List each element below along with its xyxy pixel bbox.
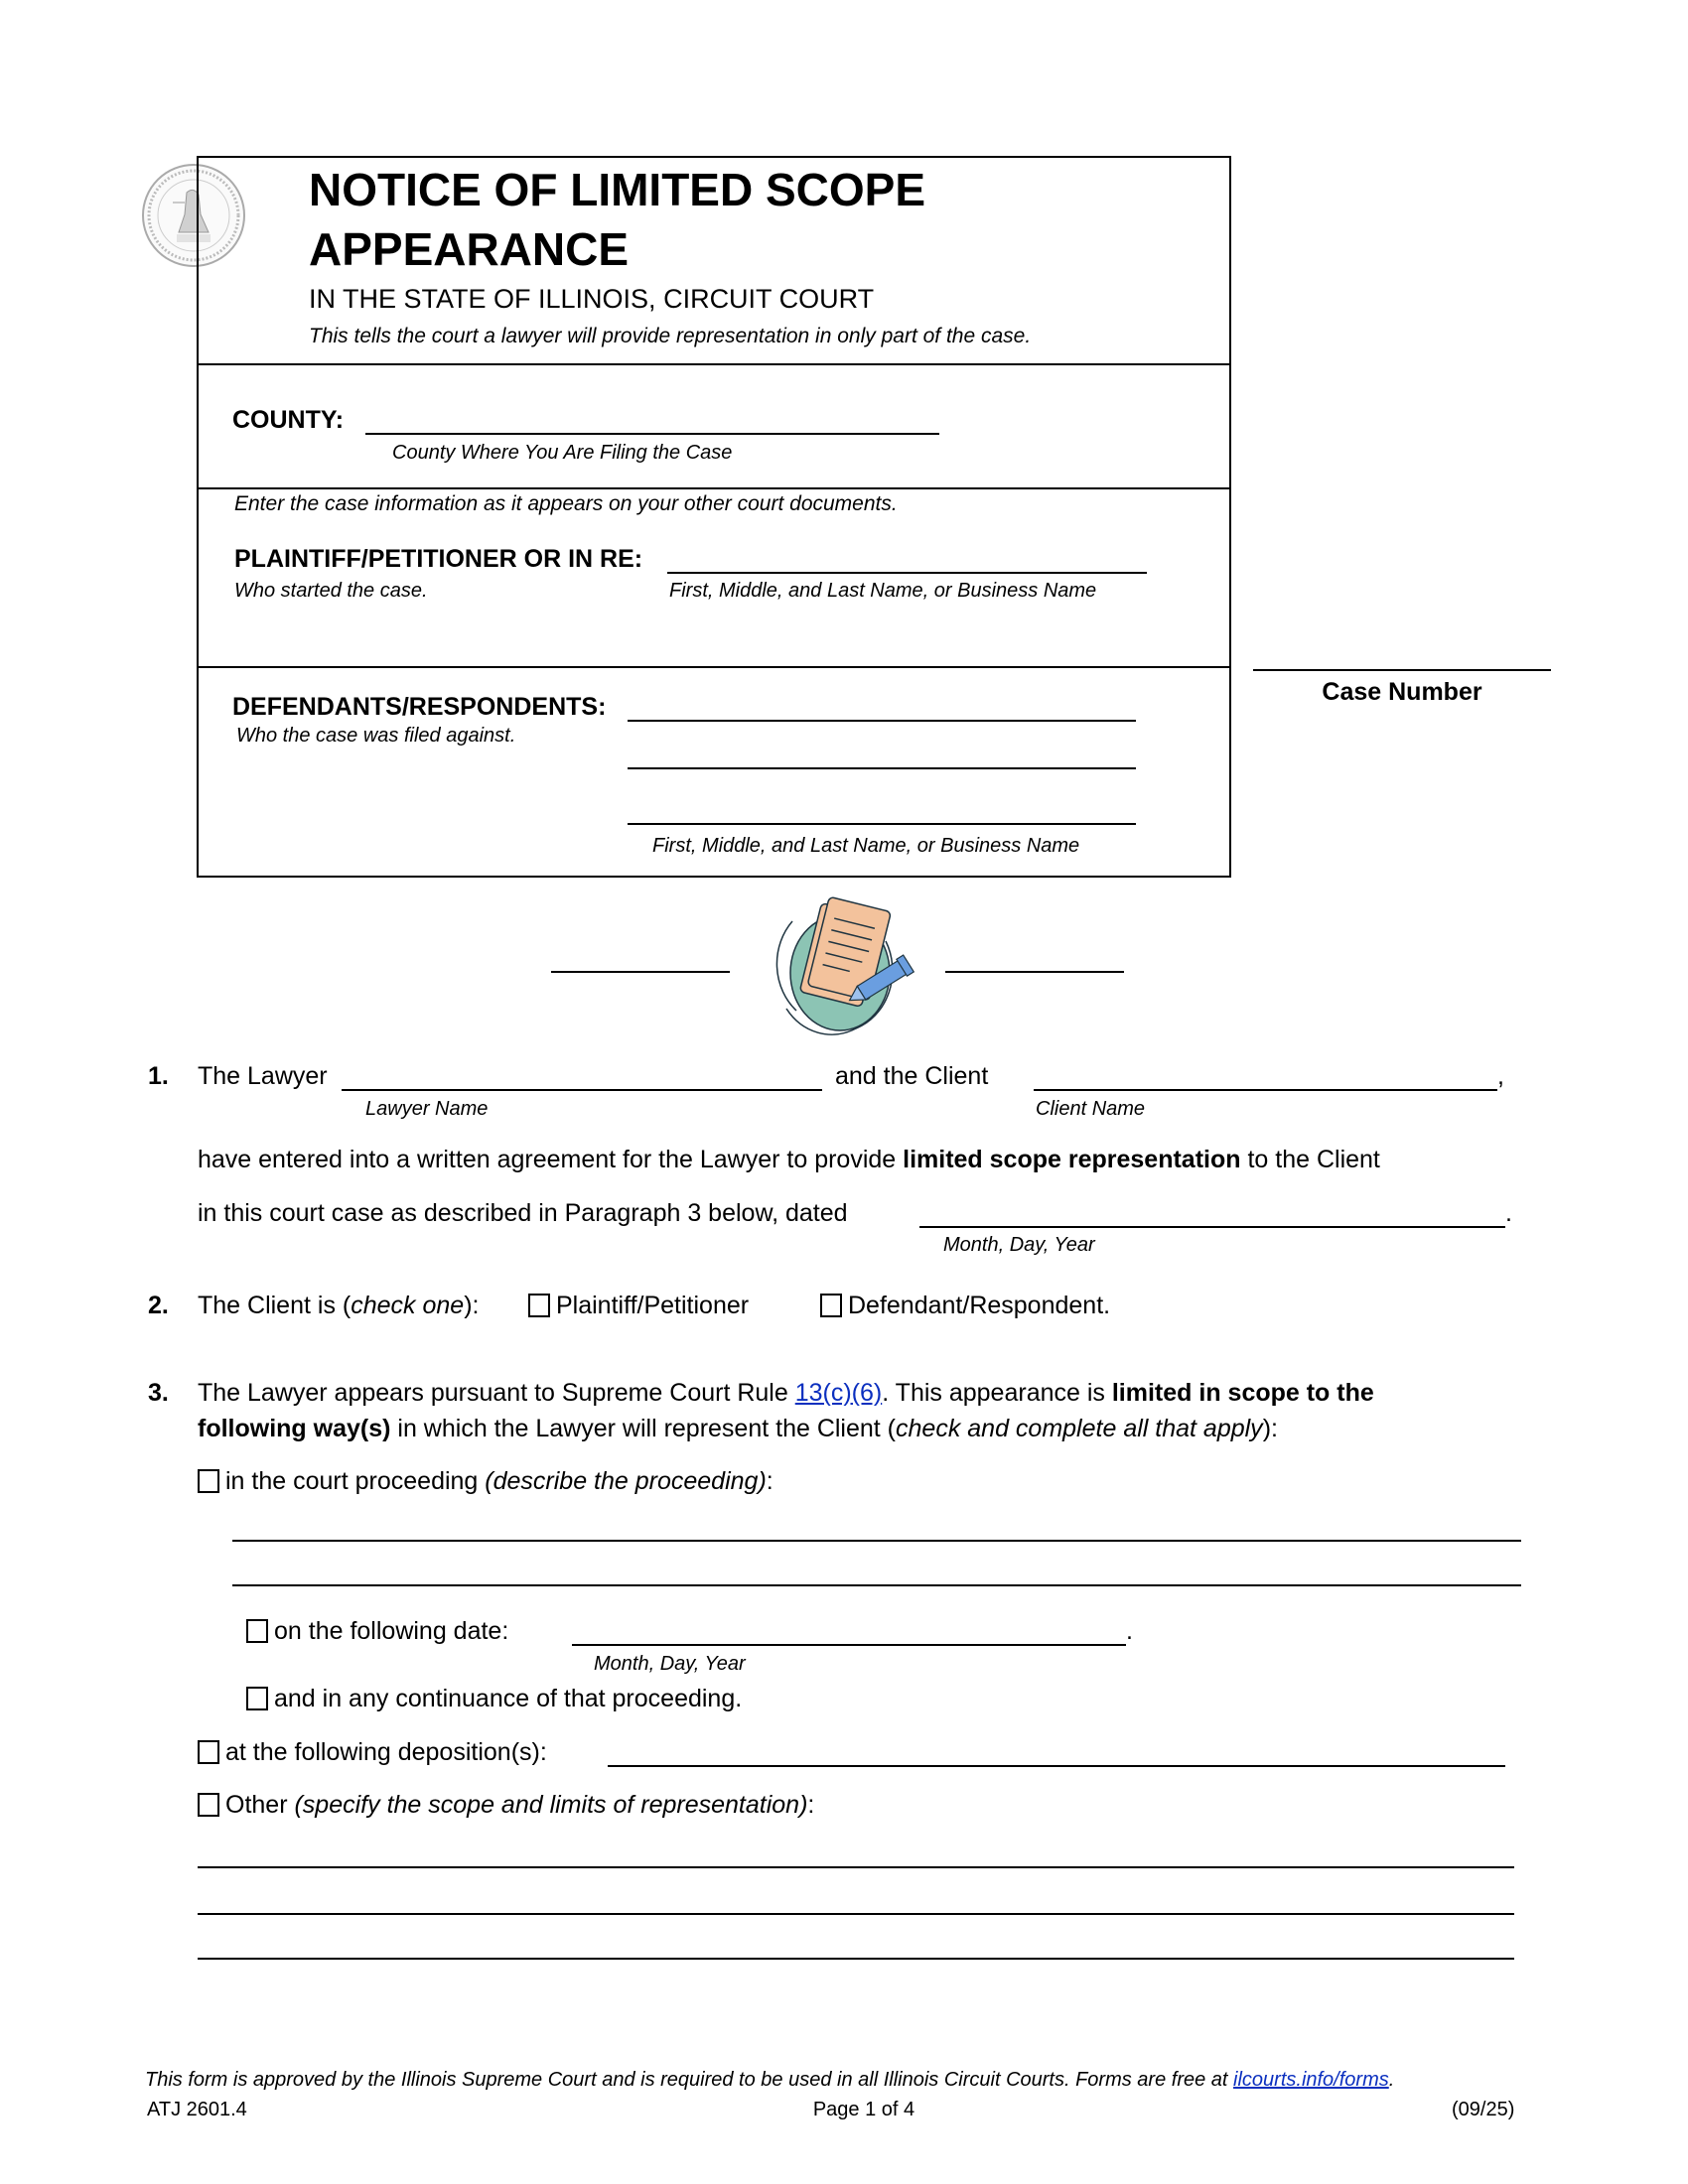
deposition-option[interactable] — [198, 1737, 547, 1767]
item-3-text-c: in which the Lawyer will represent the Client ( — [390, 1415, 897, 1442]
item-3-text-a: The Lawyer appears pursuant to Supreme Court Rule — [198, 1379, 795, 1407]
item-2-text-end: ): — [464, 1292, 480, 1319]
other-input-3[interactable] — [198, 1938, 1514, 1960]
forms-link[interactable]: ilcourts.info/forms — [1233, 2069, 1389, 2091]
item-3-bold-b: following way(s) — [198, 1415, 391, 1442]
case-number-input[interactable] — [1253, 649, 1551, 671]
plaintiff-sublabel: Who started the case. — [234, 580, 428, 602]
continuance-checkbox[interactable] — [246, 1687, 268, 1710]
on-date-option[interactable] — [246, 1616, 508, 1646]
plaintiff-input[interactable] — [667, 552, 1147, 574]
client-name-input[interactable] — [1034, 1069, 1497, 1091]
item-1-line2-a: have entered into a written agreement for the Lawyer to provide — [198, 1146, 904, 1173]
county-caption: County Where You Are Filing the Case — [392, 442, 733, 464]
court-proceeding-input-2[interactable] — [232, 1565, 1521, 1586]
item-3-bold-a: limited in scope to the — [1111, 1379, 1374, 1407]
form-title-line2: APPEARANCE — [309, 223, 630, 275]
court-proceeding-end: : — [766, 1467, 774, 1495]
on-date-label: on the following date: — [274, 1617, 509, 1645]
item-1-line2-bold: limited scope representation — [903, 1146, 1241, 1173]
other-checkbox[interactable] — [198, 1793, 219, 1817]
on-date-checkbox[interactable] — [246, 1619, 268, 1643]
court-proceeding-input-1[interactable] — [232, 1520, 1521, 1542]
item-1-line3: in this court case as described in Paragraph 3 below, dated — [198, 1199, 848, 1227]
form-subtitle: IN THE STATE OF ILLINOIS, CIRCUIT COURT — [309, 284, 875, 314]
item-3-number: 3. — [148, 1379, 169, 1407]
proceeding-date-caption: Month, Day, Year — [594, 1653, 746, 1675]
lawyer-name-input[interactable] — [342, 1069, 822, 1091]
agreement-date-caption: Month, Day, Year — [943, 1234, 1095, 1256]
other-end: : — [807, 1791, 815, 1819]
deposition-checkbox[interactable] — [198, 1740, 219, 1764]
defendant-input-2[interactable] — [628, 748, 1136, 769]
client-role-plaintiff[interactable] — [528, 1291, 749, 1320]
item-2-text-a: The Client is ( — [198, 1292, 352, 1319]
court-proceeding-checkbox[interactable] — [198, 1469, 219, 1493]
item-2-number: 2. — [148, 1292, 169, 1319]
plaintiff-option-label: Plaintiff/Petitioner — [556, 1292, 750, 1319]
case-number-label: Case Number — [1322, 678, 1482, 706]
lawyer-name-caption: Lawyer Name — [365, 1098, 489, 1120]
divider-line-right — [945, 971, 1124, 973]
court-proceeding-label: in the court proceeding — [225, 1467, 486, 1495]
other-option[interactable] — [198, 1790, 814, 1820]
deposition-label: at the following deposition(s): — [225, 1738, 547, 1766]
proceeding-date-input[interactable] — [572, 1624, 1126, 1646]
page-number: Page 1 of 4 — [812, 2099, 915, 2120]
other-input-2[interactable] — [198, 1893, 1514, 1915]
document-with-pencil-icon — [757, 891, 925, 1040]
form-id: ATJ 2601.4 — [147, 2099, 247, 2120]
rule-13c6-link[interactable]: 13(c)(6) — [794, 1379, 883, 1407]
footer-approval-text: This form is approved by the Illinois Supreme Court and is required to be used in all Illinois Circuit Courts. Forms are free at — [145, 2069, 1234, 2091]
county-divider — [197, 487, 1231, 489]
item-1-text-client: and the Client — [835, 1062, 989, 1090]
form-title-line1: NOTICE OF LIMITED SCOPE — [309, 164, 926, 215]
footer-approval — [145, 2068, 1394, 2092]
court-proceeding-italic: (describe the proceeding) — [485, 1467, 767, 1495]
county-input[interactable] — [365, 413, 939, 435]
deposition-input[interactable] — [608, 1745, 1505, 1767]
item-3-line1 — [198, 1378, 1374, 1408]
plaintiff-caption: First, Middle, and Last Name, or Business Name — [669, 580, 1097, 602]
plaintiff-checkbox[interactable] — [528, 1294, 550, 1317]
defendant-option-label: Defendant/Respondent. — [848, 1292, 1111, 1319]
other-label: Other — [225, 1791, 295, 1819]
defendant-input-3[interactable] — [628, 803, 1136, 825]
continuance-label: and in any continuance of that proceeding. — [274, 1685, 743, 1712]
item-2-italic: check one — [351, 1292, 465, 1319]
case-info-instruction: Enter the case information as it appears on your other court documents. — [234, 492, 898, 515]
item-1-line2-b: to the Client — [1240, 1146, 1380, 1173]
item-1-line2 — [198, 1145, 1380, 1174]
item-1-comma: , — [1497, 1062, 1504, 1090]
other-italic: (specify the scope and limits of representation) — [294, 1791, 808, 1819]
header-divider — [197, 363, 1231, 365]
defendants-label: DEFENDANTS/RESPONDENTS: — [232, 693, 607, 721]
item-3-italic: check and complete all that apply — [896, 1415, 1263, 1442]
county-label: COUNTY: — [232, 406, 345, 434]
form-version: (09/25) — [1452, 2099, 1515, 2120]
item-3-text-d: ): — [1262, 1415, 1278, 1442]
item-3-text-b: . This appearance is — [882, 1379, 1112, 1407]
defendant-input-1[interactable] — [628, 700, 1136, 722]
defendants-sublabel: Who the case was filed against. — [236, 725, 516, 747]
continuance-option[interactable] — [246, 1684, 742, 1713]
footer-link-end: . — [1388, 2069, 1395, 2091]
on-date-period: . — [1126, 1617, 1133, 1645]
court-proceeding-option[interactable] — [198, 1466, 774, 1496]
client-role-defendant[interactable] — [820, 1291, 1110, 1320]
divider-line-left — [551, 971, 730, 973]
item-1-text-lawyer: The Lawyer — [198, 1062, 328, 1090]
item-1-number: 1. — [148, 1062, 169, 1090]
other-input-1[interactable] — [198, 1846, 1514, 1868]
defendant-checkbox[interactable] — [820, 1294, 842, 1317]
agreement-date-input[interactable] — [919, 1206, 1505, 1228]
client-name-caption: Client Name — [1036, 1098, 1146, 1120]
item-2-text — [198, 1291, 479, 1320]
form-description: This tells the court a lawyer will provide representation in only part of the case. — [309, 325, 1032, 347]
defendants-caption: First, Middle, and Last Name, or Business Name — [652, 835, 1080, 857]
item-3-line2 — [198, 1414, 1278, 1443]
plaintiff-divider — [197, 666, 1231, 668]
plaintiff-label: PLAINTIFF/PETITIONER OR IN RE: — [234, 545, 643, 573]
item-1-period: . — [1505, 1199, 1512, 1227]
